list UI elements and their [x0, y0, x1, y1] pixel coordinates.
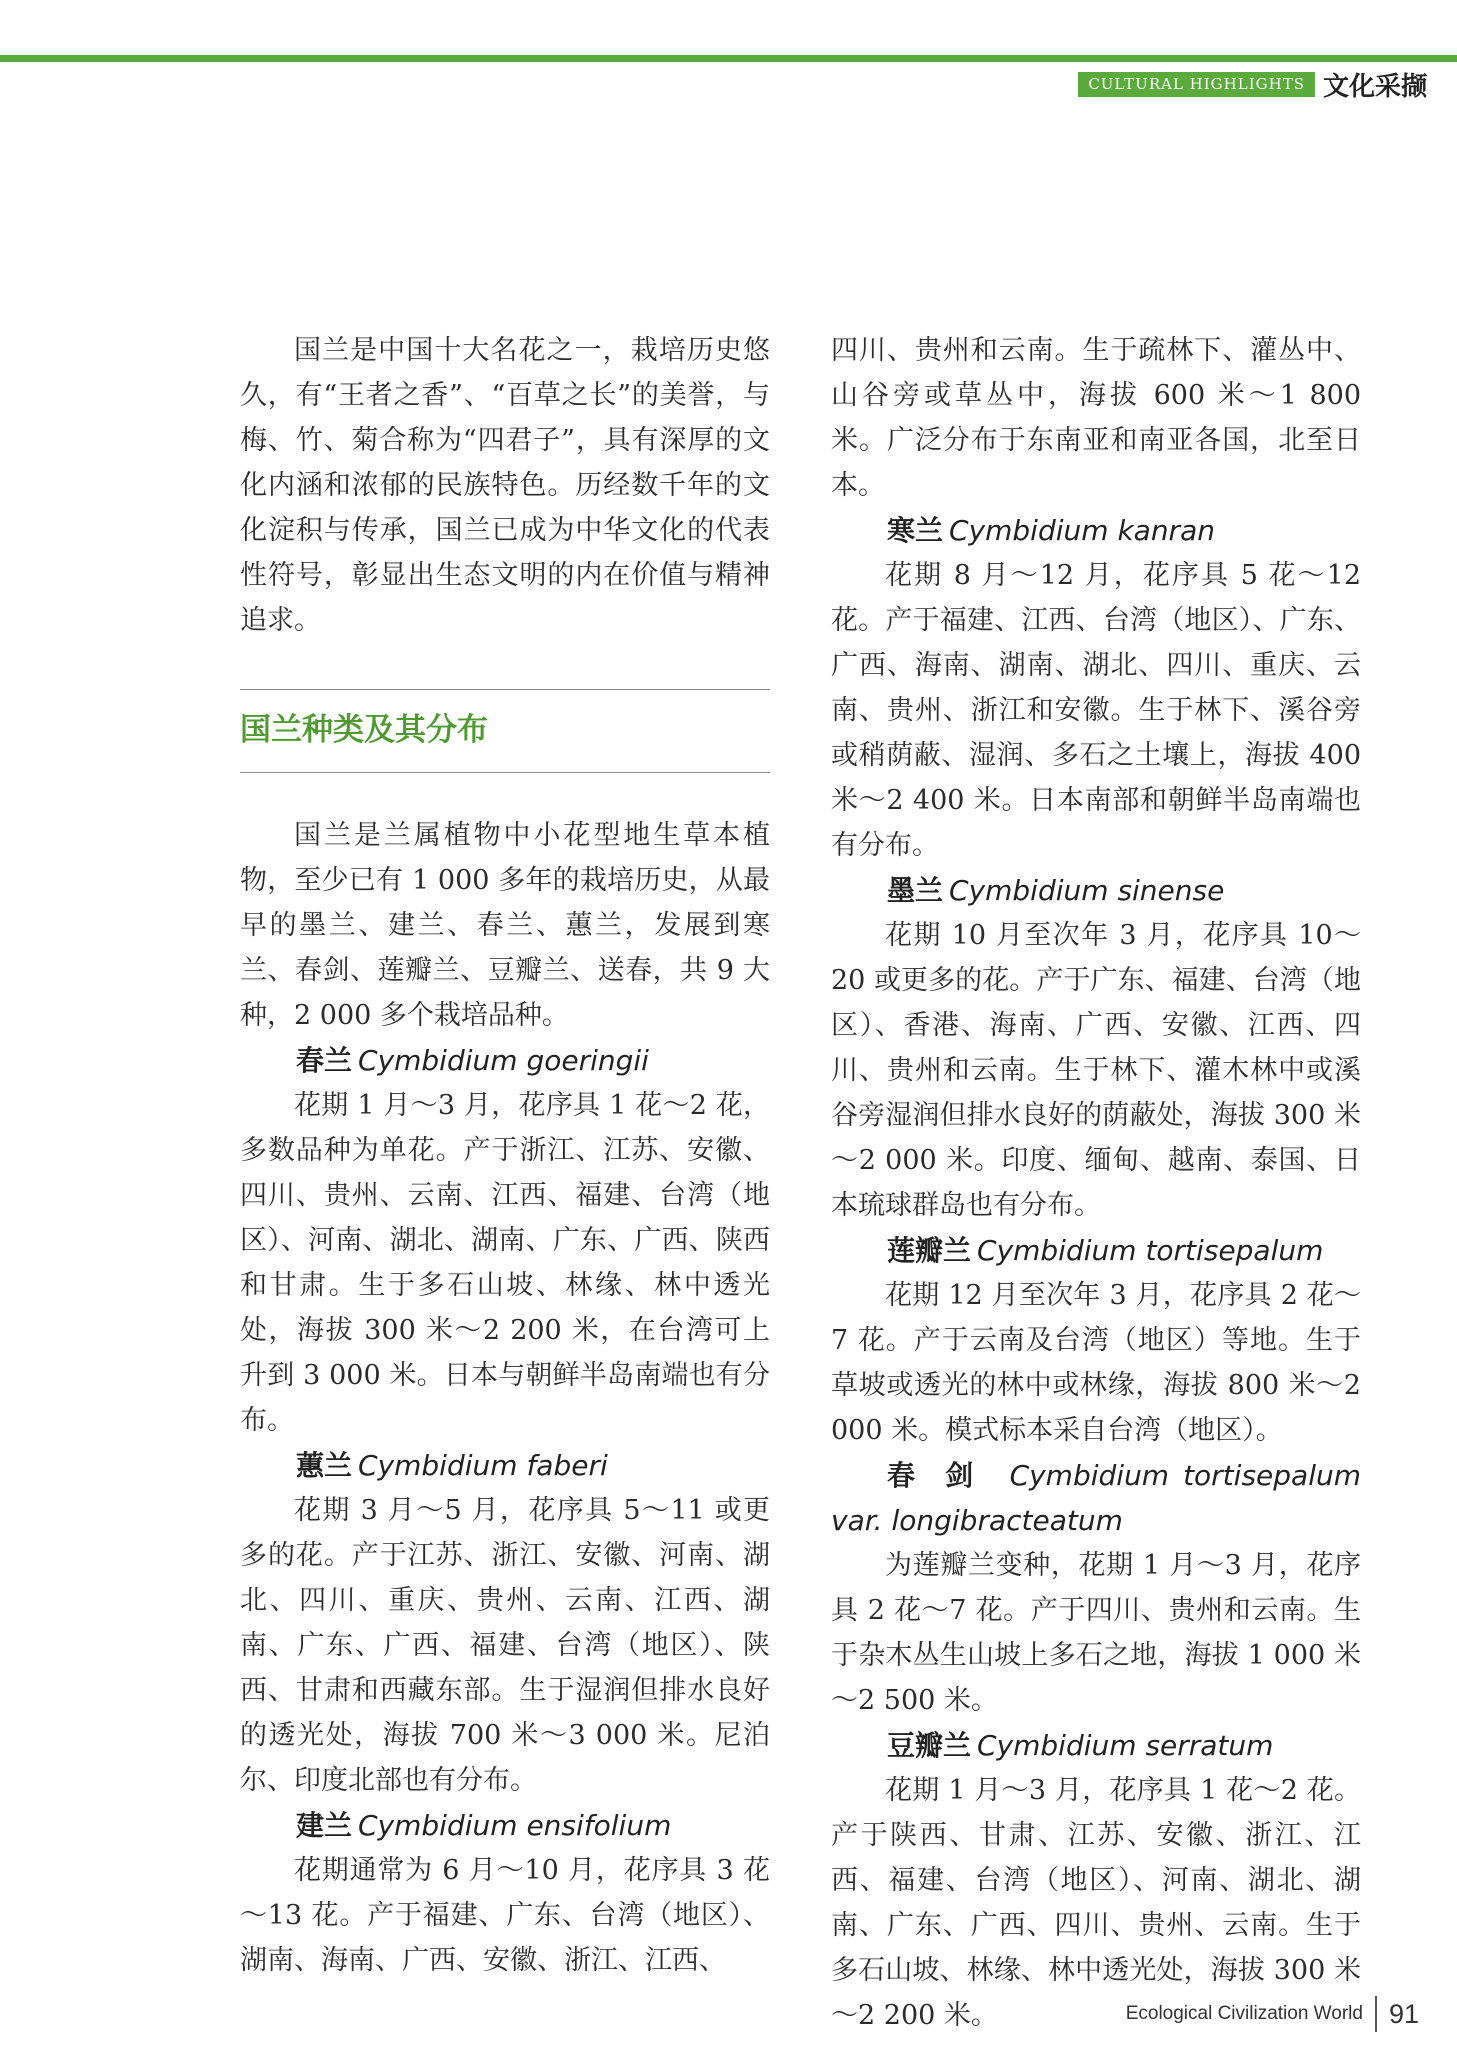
species-name-zh: 蕙兰	[296, 1449, 353, 1482]
continued-paragraph: 四川、贵州和云南。生于疏林下、灌丛中、山谷旁或草丛中，海拔 600 米～1 800 米。广泛分布于东南亚和南亚各国，北至日本。	[831, 335, 1361, 501]
species-name-latin: Cymbidium kanran	[949, 514, 1215, 547]
section-label-en: CULTURAL HIGHLIGHTS	[1078, 72, 1315, 97]
species-name-latin: Cymbidium tortisepalum var. longibracteatum	[831, 1459, 1361, 1537]
species-name-zh: 建兰	[296, 1809, 353, 1842]
species-name-latin: Cymbidium ensifolium	[358, 1809, 672, 1842]
intro-paragraph: 国兰是中国十大名花之一，栽培历史悠久，有“王者之香”、“百草之长”的美誉，与梅、竹、菊合称为“四君子”，具有深厚的文化内涵和浓郁的民族特色。历经数千年的文化淀积与传承，国兰已成为中华文化的代表性符号，彰显出生态文明的内在价值与精神追求。	[240, 335, 770, 636]
species-name-zh: 莲瓣兰	[887, 1234, 972, 1267]
page-footer	[1126, 1996, 1419, 2032]
species-name-zh: 墨兰	[887, 874, 944, 907]
species-heading	[240, 1038, 770, 1083]
species-description: 花期 1 月～3 月，花序具 1 花～2 花。产于陕西、甘肃、江苏、安徽、浙江、江西、福建、台湾（地区）、河南、湖北、湖南、广东、广西、四川、贵州、云南。生于多石山坡、林缘、林中透光处，海拔 300 米～2 200 米。	[831, 1775, 1361, 2031]
species-name-zh: 豆瓣兰	[887, 1729, 972, 1762]
species-description: 花期通常为 6 月～10 月，花序具 3 花～13 花。产于福建、广东、台湾（地区）、湖南、海南、广西、安徽、浙江、江西、	[240, 1855, 770, 1976]
species-heading	[831, 508, 1361, 553]
species-description: 花期 1 月～3 月，花序具 1 花～2 花，多数品种为单花。产于浙江、江苏、安徽、四川、贵州、云南、江西、福建、台湾（地区）、河南、湖北、湖南、广东、广西、陕西和甘肃。生于多石山坡、林缘、林中透光处，海拔 300 米～2 200 米，在台湾可上升到 3 000 米。日本与朝鲜半岛南端也有分布。	[240, 1090, 770, 1436]
page-number: 91	[1388, 1998, 1419, 2029]
species-heading	[831, 1453, 1361, 1543]
species-name-zh: 春剑	[887, 1459, 1004, 1492]
overview-paragraph: 国兰是兰属植物中小花型地生草本植物，至少已有 1 000 多年的栽培历史，从最早的墨兰、建兰、春兰、蕙兰，发展到寒兰、春剑、莲瓣兰、豆瓣兰、送春，共 9 大种，2 000 多个栽培品种。	[240, 820, 770, 1031]
section-header	[1078, 66, 1427, 103]
species-name-latin: Cymbidium faberi	[358, 1449, 608, 1482]
section-label-zh: 文化采撷	[1322, 72, 1427, 102]
species-name-latin: Cymbidium tortisepalum	[977, 1234, 1324, 1267]
species-name-zh: 寒兰	[887, 514, 944, 547]
header-rule	[0, 55, 1457, 62]
footer-divider	[1375, 1996, 1377, 2032]
species-heading	[240, 1443, 770, 1488]
species-name-latin: Cymbidium serratum	[977, 1729, 1274, 1762]
section-title: 国兰种类及其分布	[240, 712, 488, 748]
publication-name: Ecological Civilization World	[1125, 2003, 1363, 2024]
species-description: 花期 8 月～12 月，花序具 5 花～12 花。产于福建、江西、台湾（地区）、广东、广西、海南、湖南、湖北、四川、重庆、云南、贵州、浙江和安徽。生于林下、溪谷旁或稍荫蔽、湿润、多石之土壤上，海拔 400 米～2 400 米。日本南部和朝鲜半岛南端也有分布。	[831, 560, 1361, 861]
species-heading	[831, 1723, 1361, 1768]
species-heading	[831, 1228, 1361, 1273]
species-description: 为莲瓣兰变种，花期 1 月～3 月，花序具 2 花～7 花。产于四川、贵州和云南。生于杂木丛生山坡上多石之地，海拔 1 000 米～2 500 米。	[831, 1550, 1361, 1716]
section-heading-block	[240, 689, 770, 773]
species-name-zh: 春兰	[296, 1044, 353, 1077]
species-heading	[831, 868, 1361, 913]
species-heading	[240, 1803, 770, 1848]
left-column	[240, 328, 770, 1983]
species-description: 花期 10 月至次年 3 月，花序具 10～20 或更多的花。产于广东、福建、台湾（地区）、香港、海南、广西、安徽、江西、四川、贵州和云南。生于林下、灌木林中或溪谷旁湿润但排水良好的荫蔽处，海拔 300 米～2 000 米。印度、缅甸、越南、泰国、日本琉球群岛也有分布。	[831, 920, 1361, 1221]
right-column	[831, 328, 1361, 2038]
species-description: 花期 3 月～5 月，花序具 5～11 或更多的花。产于江苏、浙江、安徽、河南、湖北、四川、重庆、贵州、云南、江西、湖南、广东、广西、福建、台湾（地区）、陕西、甘肃和西藏东部。生于湿润但排水良好的透光处，海拔 700 米～3 000 米。尼泊尔、印度北部也有分布。	[240, 1495, 770, 1796]
species-description: 花期 12 月至次年 3 月，花序具 2 花～7 花。产于云南及台湾（地区）等地。生于草坡或透光的林中或林缘，海拔 800 米～2 000 米。模式标本采自台湾（地区）。	[831, 1280, 1361, 1446]
species-name-latin: Cymbidium goeringii	[358, 1044, 649, 1077]
species-name-latin: Cymbidium sinense	[949, 874, 1225, 907]
